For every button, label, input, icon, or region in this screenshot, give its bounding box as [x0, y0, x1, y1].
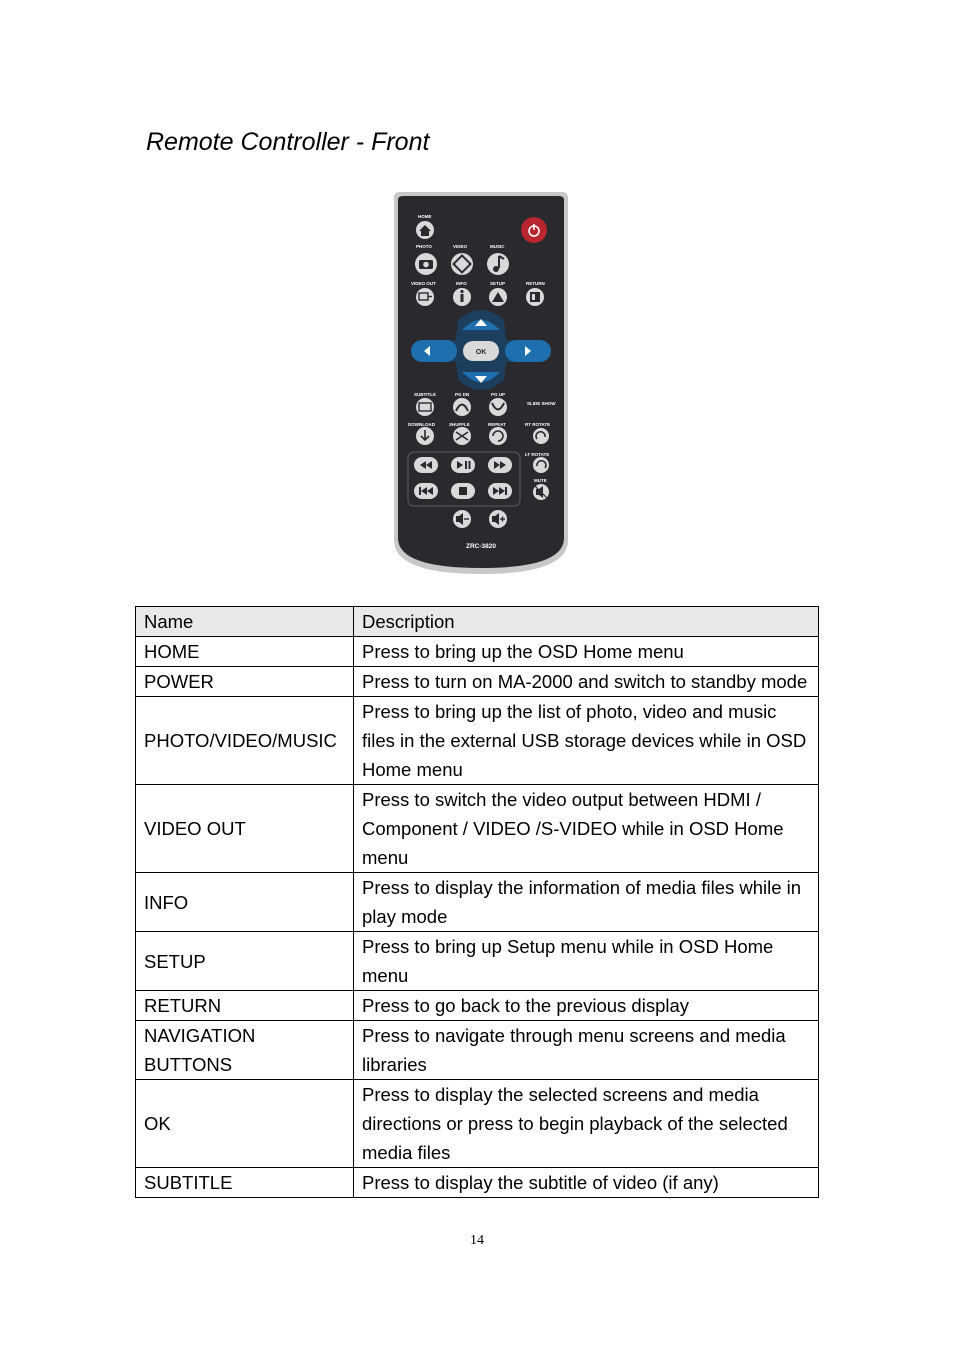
previous-button[interactable]: [414, 483, 438, 499]
row-name: VIDEO OUT: [136, 785, 354, 873]
info-button[interactable]: [453, 288, 471, 306]
volume-down-button[interactable]: [453, 510, 471, 528]
section-title: Remote Controller - Front: [146, 128, 430, 156]
lt-rotate-button[interactable]: [533, 457, 549, 473]
row-description: Press to bring up Setup menu while in OSD Home menu: [354, 932, 819, 991]
rt-rotate-label: RT ROTATE: [525, 422, 551, 427]
ok-button[interactable]: [463, 341, 499, 361]
table-row: [136, 1080, 819, 1168]
return-label: RETURN: [526, 281, 545, 286]
subtitle-button[interactable]: [416, 398, 434, 416]
model-label: ZRC-3820: [466, 543, 496, 550]
row-name: SUBTITLE: [136, 1168, 354, 1198]
name-column-header: Name: [136, 607, 354, 637]
row-description: Press to display the subtitle of video (if any): [354, 1168, 819, 1198]
rewind-button[interactable]: [414, 457, 438, 473]
home-label: HOME: [418, 214, 432, 219]
return-button[interactable]: [526, 288, 544, 306]
photo-label: PHOTO: [416, 244, 432, 249]
video-out-label: VIDEO OUT: [411, 281, 436, 286]
slide-show-label: SLIDE SHOW: [527, 401, 556, 406]
row-description: Press to display the information of media files while in play mode: [354, 873, 819, 932]
pg-dn-label: PG DN: [455, 392, 470, 397]
repeat-button[interactable]: [489, 427, 507, 445]
video-label: VIDEO: [453, 244, 468, 249]
nav-left-button[interactable]: [411, 340, 457, 362]
row-name: NAVIGATION BUTTONS: [136, 1021, 354, 1080]
table-header-row: [136, 607, 819, 637]
row-name: OK: [136, 1080, 354, 1168]
remote-controller-image: [384, 190, 578, 580]
pg-up-label: PG UP: [491, 392, 506, 397]
row-description: Press to go back to the previous display: [354, 991, 819, 1021]
next-button[interactable]: [488, 483, 512, 499]
skip-back-icon: [419, 487, 421, 495]
table-row: [136, 1168, 819, 1198]
row-name: PHOTO/VIDEO/MUSIC: [136, 697, 354, 785]
ok-label: OK: [475, 349, 487, 356]
table-row: [136, 991, 819, 1021]
setup-button[interactable]: [489, 288, 507, 306]
row-name: POWER: [136, 667, 354, 697]
download-label: DOWNLOAD: [408, 422, 435, 427]
play-pause-button[interactable]: [451, 457, 475, 473]
shuffle-button[interactable]: [453, 427, 471, 445]
row-description: Press to bring up the list of photo, video and music files in the external USB storage devices while in OSD Home menu: [354, 697, 819, 785]
row-name: INFO: [136, 873, 354, 932]
row-description: Press to turn on MA-2000 and switch to standby mode: [354, 667, 819, 697]
row-name: RETURN: [136, 991, 354, 1021]
subtitle-label: SUBTITLE: [414, 392, 436, 397]
row-description: Press to switch the video output between HDMI / Component / VIDEO /S-VIDEO while in OSD Home menu: [354, 785, 819, 873]
music-button[interactable]: [487, 253, 509, 275]
pg-dn-button[interactable]: [453, 398, 471, 416]
mute-label: MUTE: [534, 478, 547, 483]
music-label: MUSIC: [490, 244, 505, 249]
rt-rotate-button[interactable]: [533, 428, 549, 444]
volume-up-button[interactable]: [489, 510, 507, 528]
nav-right-button[interactable]: [505, 340, 551, 362]
table-row: [136, 932, 819, 991]
info-label: INFO: [456, 281, 467, 286]
stop-icon: [459, 487, 467, 495]
table-row: [136, 667, 819, 697]
setup-label: SETUP: [490, 281, 506, 286]
pg-up-button[interactable]: [489, 398, 507, 416]
photo-button[interactable]: [415, 253, 437, 275]
table-row: [136, 873, 819, 932]
power-button[interactable]: [521, 217, 547, 243]
home-button[interactable]: [416, 221, 434, 239]
mute-button[interactable]: [533, 484, 549, 500]
row-description: Press to bring up the OSD Home menu: [354, 637, 819, 667]
row-name: SETUP: [136, 932, 354, 991]
video-button[interactable]: [451, 253, 473, 275]
row-description: Press to navigate through menu screens and media libraries: [354, 1021, 819, 1080]
description-column-header: Description: [354, 607, 819, 637]
fast-forward-button[interactable]: [488, 457, 512, 473]
video-out-button[interactable]: [416, 288, 434, 306]
repeat-label: REPEAT: [488, 422, 506, 427]
table-row: [136, 637, 819, 667]
download-button[interactable]: [416, 427, 434, 445]
table-row: [136, 1021, 819, 1080]
table-row: [136, 785, 819, 873]
lt-rotate-label: LT ROTATE: [525, 452, 550, 457]
row-name: HOME: [136, 637, 354, 667]
stop-button[interactable]: [451, 483, 475, 499]
remote-functions-table: [135, 606, 819, 1198]
shuffle-label: SHUFFLE: [449, 422, 470, 427]
page-number: 14: [470, 1233, 484, 1248]
row-description: Press to display the selected screens and media directions or press to begin playback of the selected media files: [354, 1080, 819, 1168]
info-icon: [461, 294, 464, 302]
table-row: [136, 697, 819, 785]
